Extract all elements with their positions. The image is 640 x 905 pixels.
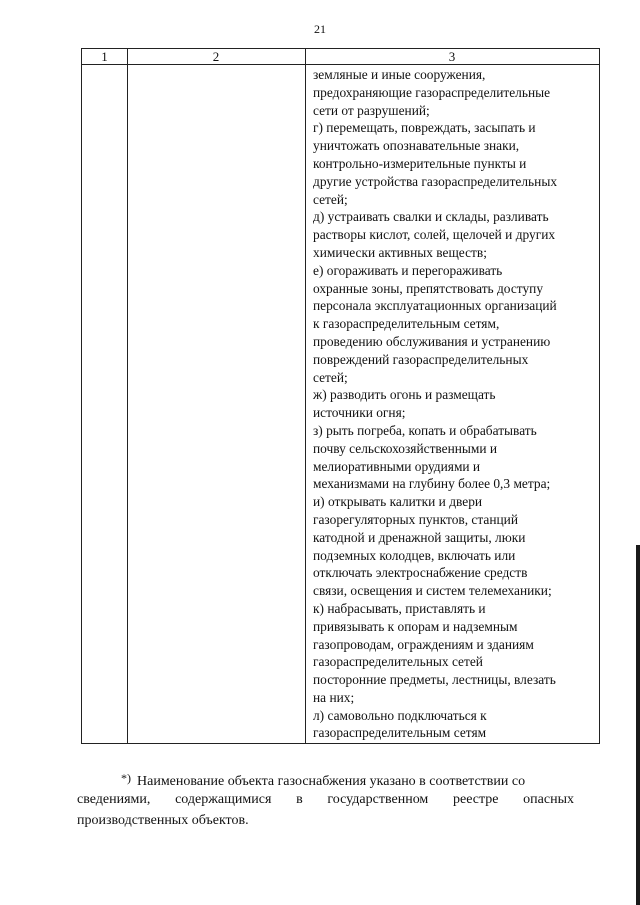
footnote-text-line-2: сведениями, содержащимися в государственном реестре опасных bbox=[77, 792, 574, 807]
column-3-line: охранные зоны, препятствовать доступу bbox=[313, 280, 544, 296]
column-3-line: д) устраивать свалки и склады, разливать bbox=[313, 209, 549, 225]
column-3-line: сетей; bbox=[313, 191, 348, 207]
column-3-line: земляные и иные сооружения, bbox=[313, 67, 486, 82]
column-3-line: персонала эксплуатационных организаций bbox=[313, 298, 557, 314]
scan-edge-shadow bbox=[636, 545, 640, 905]
column-3-line: ж) разводить огонь и размещать bbox=[313, 387, 496, 403]
column-3-line: е) огораживать и перегораживать bbox=[313, 262, 503, 278]
column-3-line: л) самовольно подключаться к bbox=[313, 707, 487, 723]
column-3-line: отключать электроснабжение средств bbox=[313, 565, 528, 581]
column-3-line: к) набрасывать, приставлять и bbox=[313, 600, 486, 616]
column-divider bbox=[305, 49, 306, 743]
column-3-line: посторонние предметы, лестницы, влезать bbox=[313, 672, 556, 688]
header-cell-2: 2 bbox=[212, 49, 220, 64]
table-header-row bbox=[82, 49, 599, 65]
column-3-line: привязывать к опорам и надземным bbox=[313, 618, 518, 634]
column-3-text bbox=[313, 66, 596, 742]
page-number: 21 bbox=[314, 22, 326, 36]
column-divider bbox=[127, 49, 128, 743]
column-3-line: повреждений газораспределительных bbox=[313, 351, 529, 367]
footnote-text-line-1: Наименование объекта газоснабжения указано в соответствии со bbox=[137, 774, 526, 789]
column-3-line: почву сельскохозяйственными и bbox=[313, 440, 498, 456]
requirements-table bbox=[81, 48, 600, 744]
column-3-line: химически активных веществ; bbox=[313, 244, 487, 260]
column-3-line: на них; bbox=[313, 689, 355, 705]
column-3-line: к газораспределительным сетям, bbox=[313, 316, 500, 332]
column-3-line: источники огня; bbox=[313, 405, 406, 421]
column-3-line: подземных колодцев, включать или bbox=[313, 547, 516, 563]
column-3-line: газопроводам, ограждениям и зданиям bbox=[313, 636, 534, 652]
column-3-line: другие устройства газораспределительных bbox=[313, 173, 558, 189]
column-3-line: мелиоративными орудиями и bbox=[313, 458, 481, 474]
footnote-line bbox=[77, 810, 574, 831]
column-3-line: проведению обслуживания и устранению bbox=[313, 333, 551, 349]
header-cell-1: 1 bbox=[101, 49, 108, 64]
column-3-line: уничтожать опознавательные знаки, bbox=[313, 138, 520, 154]
column-3-line: сетей; bbox=[313, 369, 348, 385]
column-3-line: сети от разрушений; bbox=[313, 102, 430, 118]
footnote-line bbox=[77, 789, 574, 810]
column-3-line: г) перемещать, повреждать, засыпать и bbox=[313, 120, 536, 136]
header-cell-3: 3 bbox=[448, 49, 456, 64]
footnote bbox=[77, 768, 574, 831]
column-3-line: механизмами на глубину более 0,3 метра; bbox=[313, 476, 551, 492]
column-3-line: связи, освещения и систем телемеханики; bbox=[313, 583, 552, 599]
column-3-line: растворы кислот, солей, щелочей и других bbox=[313, 227, 556, 243]
column-3-line: контрольно-измерительные пункты и bbox=[313, 155, 527, 171]
column-3-line: газораспределительных сетей bbox=[313, 654, 483, 670]
footnote-marker: *) bbox=[121, 771, 131, 785]
column-3-line: катодной и дренажной защиты, люки bbox=[313, 529, 526, 545]
footnote-line bbox=[107, 768, 574, 789]
column-3-line: з) рыть погреба, копать и обрабатывать bbox=[313, 422, 537, 438]
footnote-text-line-3: производственных объектов. bbox=[77, 813, 249, 828]
column-3-line: газорегуляторных пунктов, станций bbox=[313, 511, 519, 527]
column-3-line: газораспределительным сетям bbox=[313, 725, 487, 741]
column-3-line: и) открывать калитки и двери bbox=[313, 494, 483, 510]
column-3-line: предохраняющие газораспределительные bbox=[313, 84, 551, 100]
